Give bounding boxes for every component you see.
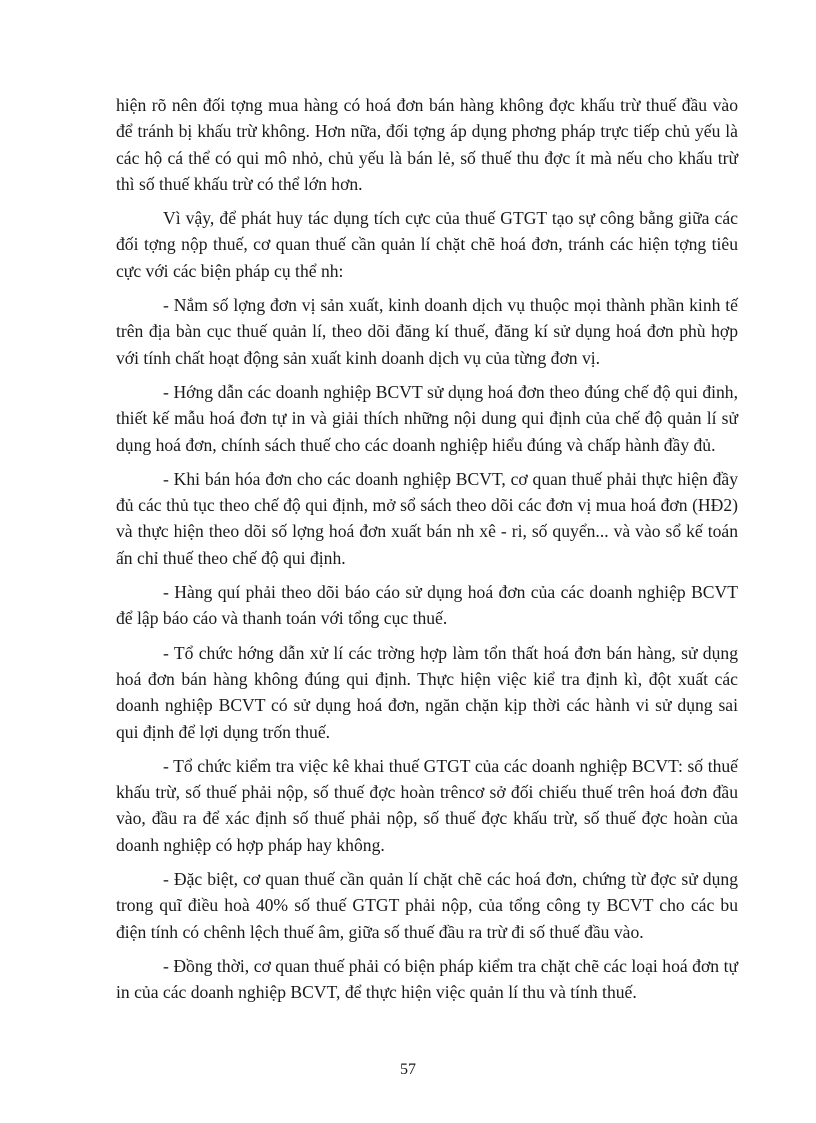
paragraph-continuation: hiện rõ nên đối tợng mua hàng có hoá đơn bán hàng không đợc khấu trừ thuế đầu vào để tránh bị khấu trừ không. Hơn nữa, đối tợng áp dụng phơng pháp trực tiếp chủ yếu là các hộ cá thể có qui mô nhỏ, chủ yếu là bán lẻ, số thuế thu đợc ít mà nếu cho khấu trừ thì số thuế khấu trừ có thể lớn hơn.	[116, 95, 738, 194]
paragraph-item: - Hàng quí phải theo dõi báo cáo sử dụng hoá đơn của các doanh nghiệp BCVT để lập báo cáo và thanh toán với tổng cục thuế.	[116, 582, 738, 629]
paragraph-item: - Đặc biệt, cơ quan thuế cần quản lí chặt chẽ các hoá đơn, chứng từ đợc sử dụng trong quĩ điều hoà 40% số thuế GTGT phải nộp, của tổng công ty BCVT cho các bu điện tính có chênh lệch thuế âm, giữa số thuế đầu ra trừ đi số thuế đầu vào.	[116, 869, 738, 942]
page-number: 57	[400, 1061, 416, 1078]
paragraph-item: - Tổ chức hớng dẫn xử lí các trờng hợp làm tổn thất hoá đơn bán hàng, sử dụng hoá đơn bán hàng không đúng qui định. Thực hiện việc kiể tra định kì, đột xuất các doanh nghiệp BCVT có sử dụng hoá đơn, ngăn chặn kịp thời các hành vi sử dụng sai qui định để lợi dụng trốn thuế.	[116, 642, 738, 742]
page-body	[116, 92, 738, 1014]
paragraph-intro: Vì vậy, để phát huy tác dụng tích cực của thuế GTGT tạo sự công bằng giữa các đối tợng nộp thuế, cơ quan thuế cần quản lí chặt chẽ hoá đơn, tránh các hiện tợng tiêu cực với các biện pháp cụ thể nh:	[116, 208, 738, 281]
paragraph-item: - Nắm số lợng đơn vị sản xuất, kinh doanh dịch vụ thuộc mọi thành phần kinh tế trên địa bàn cục thuế quản lí, theo dõi đăng kí thuế, đăng kí sử dụng hoá đơn phù hợp với tính chất hoạt động sản xuất kinh doanh dịch vụ của từng đơn vị.	[116, 295, 738, 368]
paragraph-item: - Khi bán hóa đơn cho các doanh nghiệp BCVT, cơ quan thuế phải thực hiện đầy đủ các thủ tục theo chế độ qui định, mở sổ sách theo dõi các đơn vị mua hoá đơn (HĐ2) và thực hiện theo dõi số lợng hoá đơn xuất bán nh xê - ri, số quyển... và vào sổ kế toán ấn chỉ thuế theo chế độ qui định.	[116, 468, 738, 568]
paragraph-item: - Đồng thời, cơ quan thuế phải có biện pháp kiểm tra chặt chẽ các loại hoá đơn tự in của các doanh nghiệp BCVT, để thực hiện việc quản lí thu và tính thuế.	[116, 955, 738, 1003]
paragraph-item: - Tổ chức kiểm tra việc kê khai thuế GTGT của các doanh nghiệp BCVT: số thuế khấu trừ, số thuế phải nộp, số thuế đợc hoàn trêncơ sở đối chiếu thuế trên hoá đơn đầu vào, đầu ra để xác định số thuế phải nộp, số thuế đợc khấu trừ, số thuế đợc hoàn của doanh nghiệp có hợp pháp hay không.	[116, 755, 738, 855]
paragraph-item: - Hớng dẫn các doanh nghiệp BCVT sử dụng hoá đơn theo đúng chế độ qui đinh, thiết kế mẫu hoá đơn tự in và giải thích những nội dung qui định của chế độ quản lí sử dụng hoá đơn, chính sách thuế cho các doanh nghiệp hiểu đúng và chấp hành đầy đủ.	[116, 381, 738, 455]
